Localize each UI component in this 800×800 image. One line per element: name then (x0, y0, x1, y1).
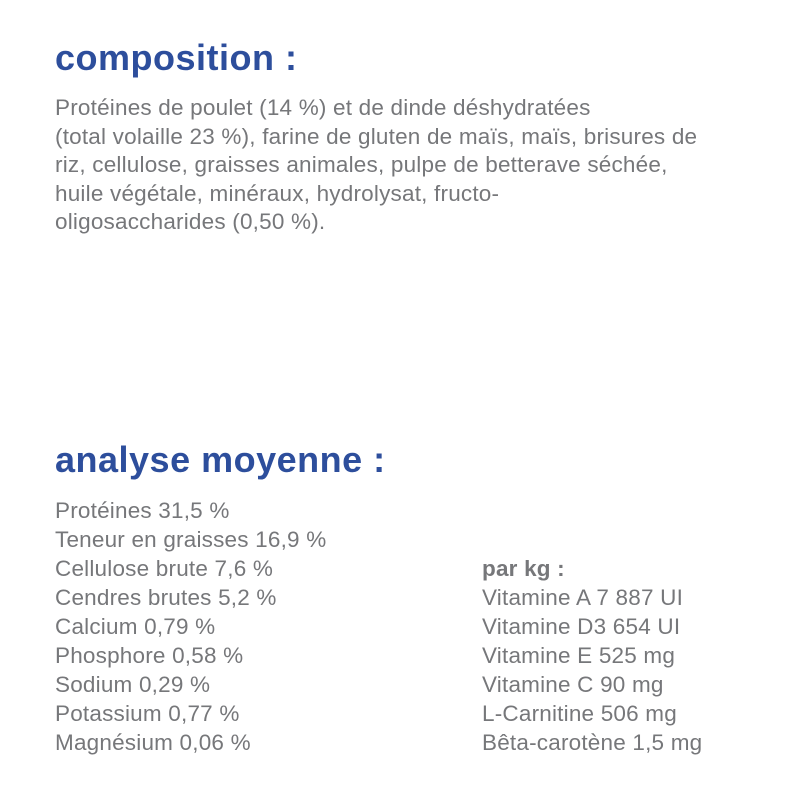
composition-line: huile végétale, minéraux, hydrolysat, fructo- (55, 180, 500, 206)
per-kg-list (482, 583, 702, 757)
analysis-item: Cendres brutes 5,2 % (55, 584, 277, 610)
analysis-item: Sodium 0,29 % (55, 671, 211, 697)
composition-line: oligosaccharides (0,50 %). (55, 209, 326, 235)
per-kg-item: L-Carnitine 506 mg (482, 700, 677, 726)
per-kg-item: Vitamine D3 654 UI (482, 613, 681, 639)
analysis-heading: analyse moyenne : (55, 438, 386, 480)
per-kg-item: Vitamine A 7 887 UI (482, 584, 684, 610)
analysis-columns (55, 496, 750, 757)
analysis-item: Protéines 31,5 % (55, 497, 230, 523)
composition-heading: composition : (55, 37, 298, 78)
analysis-item: Magnésium 0,06 % (55, 729, 251, 755)
analysis-section (55, 440, 750, 757)
per-kg-heading: par kg : (482, 555, 565, 581)
per-kg-item: Vitamine C 90 mg (482, 671, 664, 697)
composition-line: (total volaille 23 %), farine de gluten de maïs, maïs, brisures de (55, 123, 698, 149)
composition-text (55, 94, 750, 237)
analysis-values-list (55, 496, 482, 757)
composition-section (55, 38, 750, 237)
analysis-item: Phosphore 0,58 % (55, 642, 244, 668)
analysis-item: Teneur en graisses 16,9 % (55, 526, 327, 552)
composition-line: Protéines de poulet (14 %) et de dinde déshydratées (55, 95, 591, 120)
per-kg-block (482, 554, 702, 757)
analysis-item: Calcium 0,79 % (55, 613, 216, 639)
composition-line: riz, cellulose, graisses animales, pulpe de betterave séchée, (55, 152, 668, 178)
per-kg-item: Vitamine E 525 mg (482, 642, 676, 668)
analysis-item: Cellulose brute 7,6 % (55, 555, 274, 581)
per-kg-item: Bêta-carotène 1,5 mg (482, 729, 703, 755)
analysis-item: Potassium 0,77 % (55, 700, 240, 726)
